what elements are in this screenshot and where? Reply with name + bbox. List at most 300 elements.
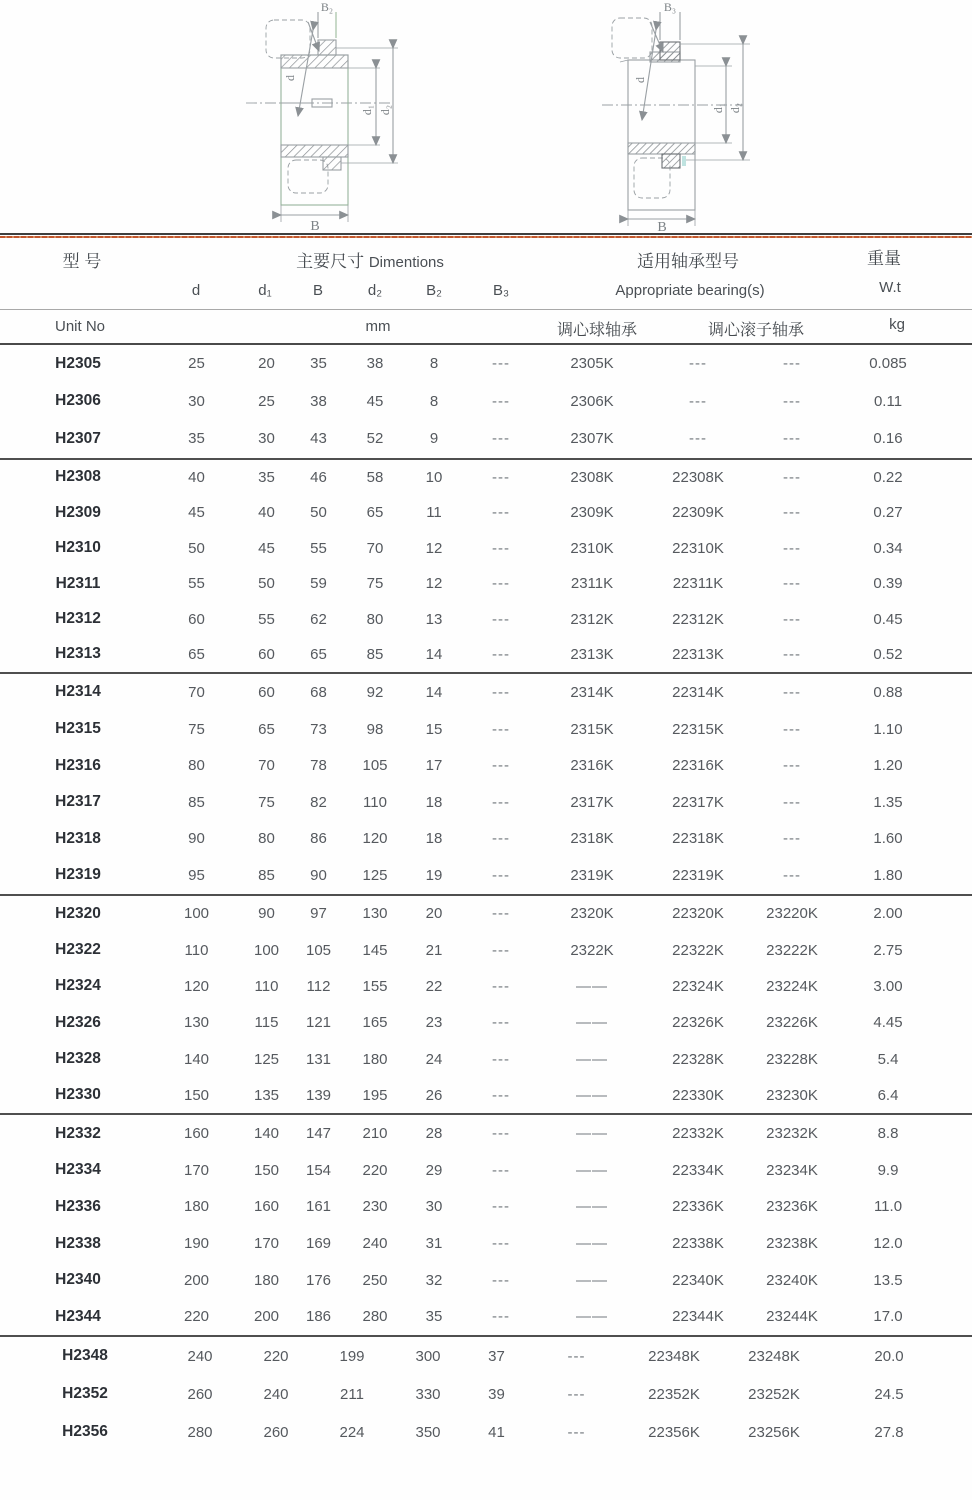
dim-d2-cell: 210 bbox=[362, 1125, 388, 1143]
header-col-B: B bbox=[312, 282, 324, 299]
weight-cell: 5.4 bbox=[877, 1050, 899, 1068]
header-dims-en: Dimentions bbox=[368, 254, 444, 271]
unit-no-cell: H2338 bbox=[55, 1234, 101, 1252]
dim-d-cell: 120 bbox=[183, 977, 210, 995]
dim-d1-cell: 100 bbox=[253, 941, 280, 959]
dim-d2-cell: 125 bbox=[362, 866, 388, 884]
unit-no-cell: H2336 bbox=[55, 1197, 101, 1215]
dim-d-cell: 200 bbox=[183, 1271, 210, 1289]
dim-B2-cell: 28 bbox=[425, 1125, 443, 1143]
weight-cell: 1.60 bbox=[873, 830, 903, 848]
dim-B2-cell: 14 bbox=[425, 645, 443, 663]
dim-d2-cell: 230 bbox=[362, 1198, 388, 1216]
dim-B-cell: 199 bbox=[339, 1347, 365, 1365]
roller-bearing-1-cell: 22324K bbox=[672, 977, 724, 995]
header-divider bbox=[0, 309, 972, 310]
ball-bearing-cell: 2305K bbox=[570, 355, 614, 373]
dim-B2-cell: 21 bbox=[425, 941, 443, 959]
unit-no-cell: H2332 bbox=[55, 1124, 101, 1142]
dim-B2-cell: 12 bbox=[425, 575, 443, 593]
dim-B2-cell: 26 bbox=[425, 1086, 443, 1104]
weight-cell: 0.27 bbox=[873, 504, 903, 522]
roller-bearing-2-cell: --- bbox=[783, 504, 801, 522]
dim-B2-cell: 13 bbox=[425, 610, 443, 628]
dim-label-b3: B₃ bbox=[663, 0, 677, 14]
dim-B-cell: 43 bbox=[310, 430, 327, 448]
dim-d1-cell: 200 bbox=[253, 1308, 280, 1326]
dim-B-cell: 224 bbox=[339, 1423, 365, 1441]
unit-no-cell: H2318 bbox=[55, 829, 101, 847]
header-col-d2: d₂ bbox=[367, 282, 383, 299]
dim-B-cell: 154 bbox=[305, 1161, 332, 1179]
dim-d1-cell: 45 bbox=[258, 539, 275, 557]
table-row bbox=[0, 495, 972, 530]
dim-d-cell: 220 bbox=[183, 1308, 210, 1326]
table-row bbox=[0, 1337, 972, 1375]
header-col-d1: d₁ bbox=[258, 282, 272, 299]
unit-no-cell: H2328 bbox=[55, 1050, 101, 1068]
dim-d2-cell: 130 bbox=[362, 905, 388, 923]
table-row bbox=[0, 1225, 972, 1262]
ball-bearing-cell: —— bbox=[576, 1271, 608, 1289]
row-group bbox=[0, 672, 972, 894]
dim-d-cell: 170 bbox=[183, 1161, 210, 1179]
unit-no-cell: H2310 bbox=[55, 539, 101, 557]
unit-no-cell: H2313 bbox=[55, 645, 101, 663]
dim-B3-cell: --- bbox=[492, 866, 510, 884]
unit-no-cell: H2319 bbox=[55, 866, 101, 884]
dim-B2-cell: 22 bbox=[425, 977, 443, 995]
dim-B-cell: 86 bbox=[310, 830, 327, 848]
dim-B3-cell: --- bbox=[492, 539, 510, 557]
dim-d2-cell: 165 bbox=[362, 1014, 388, 1032]
roller-bearing-1-cell: 22332K bbox=[672, 1125, 724, 1143]
dim-label-b2: B₂ bbox=[320, 0, 334, 14]
dim-B3-cell: --- bbox=[567, 1385, 586, 1403]
table-row bbox=[0, 711, 972, 748]
dim-d1-cell: 25 bbox=[258, 392, 275, 410]
weight-cell: 0.22 bbox=[873, 468, 903, 486]
dim-B-cell: 55 bbox=[310, 539, 327, 557]
table-row bbox=[0, 1005, 972, 1041]
unit-no-cell: H2326 bbox=[55, 1013, 101, 1031]
roller-bearing-2-cell: --- bbox=[783, 645, 801, 663]
dim-B-cell: 73 bbox=[310, 720, 327, 738]
unit-no-cell: H2352 bbox=[62, 1385, 108, 1403]
dim-B3-cell: --- bbox=[492, 977, 510, 995]
dim-B-cell: 68 bbox=[310, 683, 327, 701]
header-weight-en: W.t bbox=[879, 279, 901, 296]
table-row bbox=[0, 932, 972, 968]
dim-d-cell: 75 bbox=[188, 720, 205, 738]
dim-B3-cell: --- bbox=[492, 1014, 510, 1032]
dim-label-d: d bbox=[283, 75, 297, 81]
dim-B-cell: 82 bbox=[310, 793, 327, 811]
weight-cell: 9.9 bbox=[877, 1161, 899, 1179]
dim-B2-cell: 29 bbox=[425, 1161, 443, 1179]
roller-bearing-2-cell: --- bbox=[783, 355, 801, 373]
dim-B2-cell: 8 bbox=[429, 392, 439, 410]
header-weight-zh: 重量 bbox=[867, 249, 901, 268]
table-row bbox=[0, 1375, 972, 1413]
table-row bbox=[0, 1413, 972, 1451]
dim-d2-cell: 300 bbox=[415, 1347, 441, 1365]
table-row bbox=[0, 345, 972, 383]
dim-d-cell: 130 bbox=[183, 1014, 210, 1032]
ball-bearing-cell: —— bbox=[576, 1125, 608, 1143]
dim-B2-cell: 31 bbox=[425, 1235, 443, 1253]
weight-cell: 1.20 bbox=[873, 757, 903, 775]
unit-no-cell: H2324 bbox=[55, 977, 101, 995]
roller-bearing-2-cell: 23226K bbox=[766, 1014, 818, 1032]
dim-d-cell: 150 bbox=[183, 1086, 210, 1104]
dim-label-d2: d₂ bbox=[728, 102, 742, 114]
header-col-B3: B₃ bbox=[492, 282, 510, 299]
dim-d-cell: 85 bbox=[188, 793, 205, 811]
roller-bearing-2-cell: 23256K bbox=[748, 1423, 800, 1441]
dim-B2-cell: 18 bbox=[425, 793, 443, 811]
dim-B3-cell: --- bbox=[492, 575, 510, 593]
dim-B-cell: 131 bbox=[305, 1050, 332, 1068]
dim-B-cell: 35 bbox=[310, 355, 327, 373]
dim-d1-cell: 30 bbox=[258, 430, 275, 448]
unit-no-cell: H2311 bbox=[55, 574, 101, 592]
roller-bearing-1-cell: 22328K bbox=[672, 1050, 724, 1068]
dim-B2-cell: 9 bbox=[429, 430, 439, 448]
dim-B-cell: 147 bbox=[305, 1125, 332, 1143]
dim-d1-cell: 80 bbox=[258, 830, 275, 848]
dim-d1-cell: 50 bbox=[258, 575, 275, 593]
dim-label-d: d bbox=[633, 77, 647, 83]
roller-bearing-2-cell: 23236K bbox=[766, 1198, 818, 1216]
dim-B-cell: 112 bbox=[306, 977, 331, 995]
table-row bbox=[0, 1262, 972, 1299]
dim-label-d2: d₂ bbox=[378, 104, 392, 116]
roller-bearing-2-cell: 23228K bbox=[766, 1050, 818, 1068]
dim-B3-cell: --- bbox=[492, 905, 510, 923]
header-dims-zh: 主要尺寸 bbox=[296, 252, 365, 271]
table-row bbox=[0, 1189, 972, 1226]
roller-bearing-2-cell: --- bbox=[783, 468, 801, 486]
dim-B-cell: 139 bbox=[305, 1086, 332, 1104]
dim-d-cell: 90 bbox=[188, 830, 205, 848]
roller-bearing-1-cell: 22330K bbox=[672, 1086, 724, 1104]
table-row bbox=[0, 821, 972, 858]
dim-label-b: B bbox=[310, 219, 320, 233]
weight-cell: 3.00 bbox=[873, 977, 903, 995]
dim-d2-cell: 330 bbox=[415, 1385, 441, 1403]
dim-d1-cell: 20 bbox=[258, 355, 275, 373]
dim-d-cell: 45 bbox=[188, 504, 205, 522]
roller-bearing-1-cell: 22310K bbox=[672, 539, 724, 557]
row-group bbox=[0, 1335, 972, 1451]
roller-bearing-2-cell: 23230K bbox=[766, 1086, 818, 1104]
dim-B3-cell: --- bbox=[492, 1198, 510, 1216]
dim-B-cell: 38 bbox=[310, 392, 327, 410]
table-row bbox=[0, 784, 972, 821]
dim-B2-cell: 20 bbox=[425, 905, 443, 923]
weight-cell: 1.80 bbox=[873, 866, 903, 884]
roller-bearing-2-cell: 23252K bbox=[748, 1385, 800, 1403]
roller-bearing-2-cell: 23244K bbox=[766, 1308, 818, 1326]
unit-no-cell: H2308 bbox=[55, 468, 101, 486]
dim-d1-cell: 110 bbox=[254, 977, 279, 995]
dim-B-cell: 90 bbox=[310, 866, 327, 884]
dim-d2-cell: 45 bbox=[366, 392, 384, 410]
dim-d-cell: 190 bbox=[183, 1235, 210, 1253]
table-row bbox=[0, 1041, 972, 1077]
dim-d-cell: 25 bbox=[188, 355, 205, 373]
weight-cell: 27.8 bbox=[874, 1423, 904, 1441]
roller-bearing-2-cell: --- bbox=[783, 793, 801, 811]
dim-d-cell: 55 bbox=[188, 575, 205, 593]
header-roller-bearing-zh: 调心滚子轴承 bbox=[707, 322, 805, 339]
weight-cell: 6.4 bbox=[877, 1086, 899, 1104]
dim-d1-cell: 65 bbox=[258, 720, 275, 738]
dim-B3-cell: --- bbox=[492, 1308, 510, 1326]
ball-bearing-cell: —— bbox=[576, 1086, 608, 1104]
dim-d2-cell: 65 bbox=[366, 504, 384, 522]
unit-no-cell: H2356 bbox=[62, 1423, 108, 1441]
table-row bbox=[0, 420, 972, 458]
roller-bearing-1-cell: 22319K bbox=[672, 866, 724, 884]
weight-cell: 0.11 bbox=[873, 392, 903, 410]
dim-d1-cell: 220 bbox=[263, 1347, 289, 1365]
dim-d-cell: 95 bbox=[188, 866, 205, 884]
dim-d2-cell: 85 bbox=[366, 645, 384, 663]
dim-B-cell: 62 bbox=[310, 610, 327, 628]
unit-no-cell: H2320 bbox=[55, 904, 101, 922]
dim-B2-cell: 39 bbox=[488, 1385, 505, 1403]
dim-d2-cell: 240 bbox=[362, 1235, 388, 1253]
dim-d2-cell: 110 bbox=[363, 793, 387, 811]
dim-B3-cell: --- bbox=[492, 683, 510, 701]
weight-cell: 24.5 bbox=[874, 1385, 904, 1403]
unit-no-cell: H2334 bbox=[55, 1161, 101, 1179]
dim-B3-cell: --- bbox=[567, 1423, 586, 1441]
roller-bearing-2-cell: --- bbox=[783, 830, 801, 848]
weight-cell: 17.0 bbox=[873, 1308, 903, 1326]
weight-cell: 1.35 bbox=[873, 793, 903, 811]
roller-bearing-1-cell: 22320K bbox=[672, 905, 724, 923]
unit-no-cell: H2317 bbox=[55, 793, 101, 811]
dim-d2-cell: 58 bbox=[366, 468, 384, 486]
dim-B2-cell: 11 bbox=[426, 504, 442, 522]
roller-bearing-1-cell: 22317K bbox=[672, 793, 724, 811]
ball-bearing-cell: —— bbox=[576, 1308, 608, 1326]
dim-d2-cell: 75 bbox=[366, 575, 384, 593]
table-row bbox=[0, 1298, 972, 1335]
dim-d2-cell: 38 bbox=[366, 355, 384, 373]
dim-B2-cell: 24 bbox=[425, 1050, 443, 1068]
dim-B3-cell: --- bbox=[492, 720, 510, 738]
weight-cell: 2.00 bbox=[873, 905, 903, 923]
ball-bearing-cell: 2309K bbox=[570, 504, 614, 522]
ball-bearing-cell: 2318K bbox=[570, 830, 614, 848]
dim-B2-cell: 12 bbox=[425, 539, 443, 557]
ball-bearing-cell: —— bbox=[576, 977, 608, 995]
roller-bearing-2-cell: --- bbox=[783, 539, 801, 557]
dim-d-cell: 65 bbox=[188, 645, 205, 663]
dim-B2-cell: 32 bbox=[425, 1271, 443, 1289]
weight-cell: 11.0 bbox=[873, 1198, 903, 1216]
table-row bbox=[0, 1115, 972, 1152]
ball-bearing-cell: 2314K bbox=[570, 683, 614, 701]
dim-B3-cell: --- bbox=[492, 941, 510, 959]
dim-d1-cell: 240 bbox=[263, 1385, 289, 1403]
dim-d-cell: 50 bbox=[188, 539, 205, 557]
table-row bbox=[0, 460, 972, 495]
roller-bearing-2-cell: --- bbox=[783, 430, 801, 448]
roller-bearing-1-cell: 22316K bbox=[672, 757, 724, 775]
dim-B-cell: 105 bbox=[305, 941, 332, 959]
roller-bearing-1-cell: 22311K bbox=[672, 575, 724, 593]
dim-B-cell: 65 bbox=[310, 645, 327, 663]
header-model-zh: 型 号 bbox=[62, 252, 102, 271]
dim-B2-cell: 35 bbox=[425, 1308, 443, 1326]
roller-bearing-1-cell: 22356K bbox=[648, 1423, 700, 1441]
dim-d1-cell: 135 bbox=[253, 1086, 280, 1104]
table-row bbox=[0, 674, 972, 711]
dim-d1-cell: 35 bbox=[258, 468, 275, 486]
roller-bearing-2-cell: 23238K bbox=[766, 1235, 818, 1253]
technical-drawings bbox=[0, 0, 972, 233]
weight-cell: 0.16 bbox=[873, 430, 903, 448]
weight-cell: 1.10 bbox=[873, 720, 903, 738]
dim-d2-cell: 280 bbox=[362, 1308, 388, 1326]
roller-bearing-2-cell: 23220K bbox=[766, 905, 818, 923]
dim-d1-cell: 125 bbox=[253, 1050, 280, 1068]
dim-d1-cell: 170 bbox=[253, 1235, 280, 1253]
unit-no-cell: H2348 bbox=[62, 1347, 108, 1365]
dim-B3-cell: --- bbox=[492, 1235, 510, 1253]
weight-cell: 0.085 bbox=[869, 355, 907, 373]
table-row bbox=[0, 383, 972, 421]
header-dims bbox=[296, 247, 444, 272]
roller-bearing-1-cell: 22348K bbox=[648, 1347, 700, 1365]
dim-B3-cell: --- bbox=[492, 793, 510, 811]
weight-cell: 20.0 bbox=[874, 1347, 904, 1365]
dim-d-cell: 240 bbox=[187, 1347, 213, 1365]
dim-B3-cell: --- bbox=[492, 1050, 510, 1068]
dim-B3-cell: --- bbox=[492, 1271, 510, 1289]
dim-d1-cell: 115 bbox=[254, 1014, 279, 1032]
roller-bearing-2-cell: 23224K bbox=[766, 977, 818, 995]
dim-d1-cell: 40 bbox=[258, 504, 275, 522]
roller-bearing-1-cell: --- bbox=[689, 392, 707, 410]
ball-bearing-cell: 2312K bbox=[570, 610, 614, 628]
dim-B3-cell: --- bbox=[492, 430, 510, 448]
dim-d-cell: 35 bbox=[188, 430, 205, 448]
roller-bearing-1-cell: 22314K bbox=[672, 683, 724, 701]
unit-no-cell: H2330 bbox=[55, 1086, 101, 1104]
weight-cell: 0.45 bbox=[873, 610, 903, 628]
dim-B3-cell: --- bbox=[492, 830, 510, 848]
dim-d2-cell: 145 bbox=[362, 941, 388, 959]
unit-no-cell: H2312 bbox=[55, 610, 101, 628]
dim-d2-cell: 220 bbox=[362, 1161, 388, 1179]
dim-d1-cell: 180 bbox=[253, 1271, 280, 1289]
adapter-sleeve-drawing-left bbox=[238, 0, 410, 233]
table-row bbox=[0, 1152, 972, 1189]
dim-B2-cell: 15 bbox=[425, 720, 443, 738]
dim-label-b: B bbox=[657, 220, 667, 233]
dim-d-cell: 60 bbox=[188, 610, 205, 628]
dim-B2-cell: 14 bbox=[425, 683, 443, 701]
header-bearing-en: Appropriate bearing(s) bbox=[615, 282, 765, 299]
dim-d-cell: 180 bbox=[183, 1198, 210, 1216]
dim-B2-cell: 19 bbox=[425, 866, 443, 884]
dim-d-cell: 140 bbox=[183, 1050, 210, 1068]
unit-no-cell: H2340 bbox=[55, 1271, 101, 1289]
dim-B-cell: 161 bbox=[305, 1198, 332, 1216]
dim-B3-cell: --- bbox=[492, 645, 510, 663]
roller-bearing-2-cell: 23234K bbox=[766, 1161, 818, 1179]
header-unit-no: Unit No bbox=[55, 318, 106, 335]
dim-d2-cell: 250 bbox=[362, 1271, 388, 1289]
ball-bearing-cell: —— bbox=[576, 1050, 608, 1068]
ball-bearing-cell: 2320K bbox=[570, 905, 614, 923]
dim-B3-cell: --- bbox=[492, 355, 510, 373]
weight-cell: 0.52 bbox=[873, 645, 903, 663]
roller-bearing-1-cell: 22340K bbox=[672, 1271, 724, 1289]
dim-d2-cell: 98 bbox=[366, 720, 384, 738]
top-rule-dark bbox=[0, 233, 972, 235]
dim-B-cell: 78 bbox=[310, 757, 327, 775]
header-kg: kg bbox=[889, 316, 905, 333]
top-rule-orange bbox=[0, 236, 972, 238]
table-row bbox=[0, 637, 972, 672]
weight-cell: 0.88 bbox=[873, 683, 903, 701]
dim-d-cell: 70 bbox=[188, 683, 205, 701]
roller-bearing-2-cell: 23248K bbox=[748, 1347, 800, 1365]
dim-B-cell: 176 bbox=[305, 1271, 332, 1289]
dim-B-cell: 186 bbox=[305, 1308, 332, 1326]
roller-bearing-1-cell: 22313K bbox=[672, 645, 724, 663]
dim-d-cell: 160 bbox=[183, 1125, 210, 1143]
roller-bearing-1-cell: 22315K bbox=[672, 720, 724, 738]
weight-cell: 0.34 bbox=[873, 539, 903, 557]
dim-d1-cell: 60 bbox=[258, 683, 275, 701]
dim-d-cell: 110 bbox=[184, 941, 209, 959]
unit-no-cell: H2315 bbox=[55, 720, 101, 738]
ball-bearing-cell: 2306K bbox=[570, 392, 614, 410]
dim-B2-cell: 23 bbox=[425, 1014, 443, 1032]
weight-cell: 8.8 bbox=[877, 1125, 899, 1143]
roller-bearing-2-cell: --- bbox=[783, 610, 801, 628]
roller-bearing-1-cell: 22344K bbox=[672, 1308, 724, 1326]
dim-B3-cell: --- bbox=[492, 392, 510, 410]
dim-B3-cell: --- bbox=[492, 757, 510, 775]
roller-bearing-1-cell: 22336K bbox=[672, 1198, 724, 1216]
row-group bbox=[0, 345, 972, 458]
dim-d1-cell: 85 bbox=[258, 866, 275, 884]
dim-B2-cell: 10 bbox=[425, 468, 443, 486]
weight-cell: 12.0 bbox=[873, 1235, 903, 1253]
table-row bbox=[0, 857, 972, 894]
unit-no-cell: H2305 bbox=[55, 354, 101, 372]
header-ball-bearing-zh: 调心球轴承 bbox=[556, 322, 638, 339]
row-group bbox=[0, 894, 972, 1114]
dim-d-cell: 40 bbox=[188, 468, 205, 486]
roller-bearing-2-cell: 23222K bbox=[766, 941, 818, 959]
header-col-B2: B₂ bbox=[426, 282, 442, 299]
unit-no-cell: H2314 bbox=[55, 683, 101, 701]
ball-bearing-cell: 2308K bbox=[570, 468, 614, 486]
dim-d-cell: 80 bbox=[188, 757, 205, 775]
row-group bbox=[0, 1113, 972, 1335]
ball-bearing-cell: 2310K bbox=[570, 539, 614, 557]
